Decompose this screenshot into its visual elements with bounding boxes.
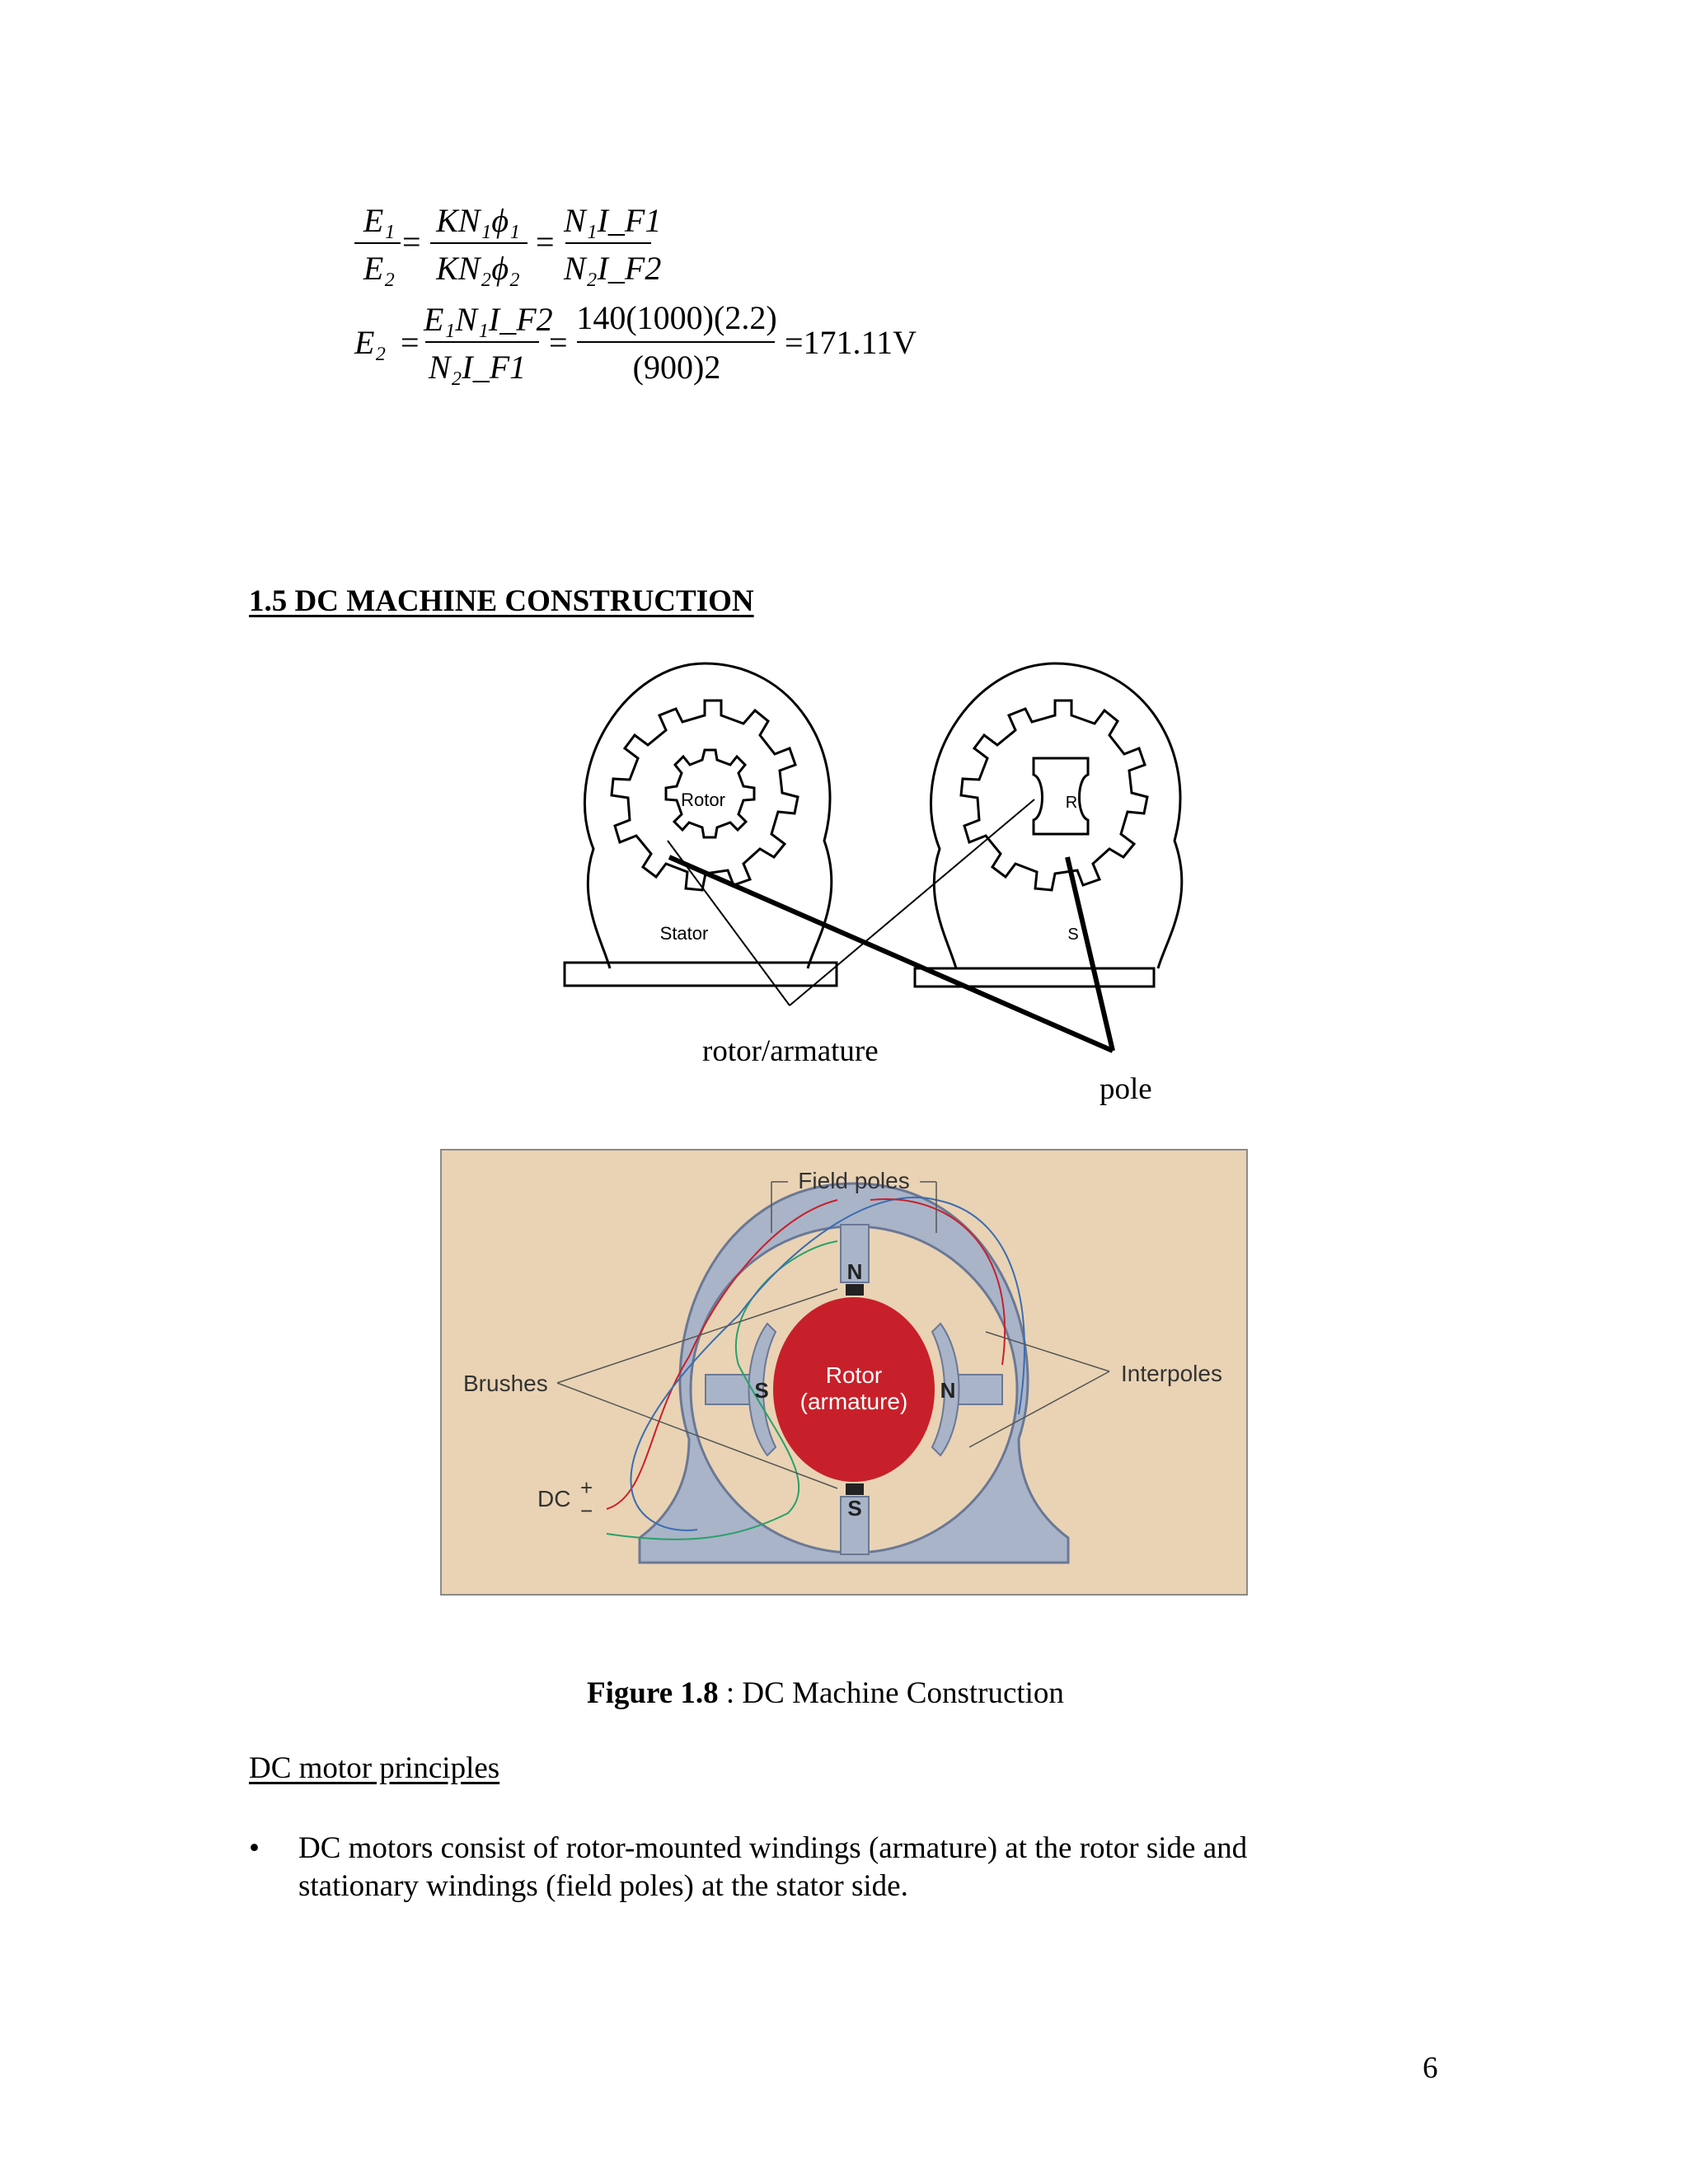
pole-callout: pole xyxy=(1100,1072,1152,1106)
figure-caption-number: Figure 1.8 xyxy=(587,1676,719,1710)
eq1-rhs-numerator: N₁I_F1 xyxy=(564,202,662,239)
rotor-label-line1: Rotor xyxy=(825,1362,883,1388)
eq1-rhs-denominator: N₂I_F2 xyxy=(564,250,662,287)
interpoles-label: Interpoles xyxy=(1121,1361,1222,1386)
eq1-fraction-bar xyxy=(354,242,401,244)
section-heading: 1.5 DC MACHINE CONSTRUCTION xyxy=(249,584,754,618)
rotor-armature-callout: rotor/armature xyxy=(702,1034,879,1068)
bullet-list xyxy=(249,1830,1452,1905)
figure-dc-motor-diagram xyxy=(440,1149,1248,1596)
bullet-icon: • xyxy=(249,1831,260,1865)
south-pole-left: S xyxy=(754,1378,769,1403)
eq2-fraction-bar xyxy=(577,341,775,343)
pole-callout-line xyxy=(669,857,1113,1051)
dc-minus: − xyxy=(580,1498,593,1523)
eq1-fraction-bar xyxy=(565,242,651,244)
north-pole-top: N xyxy=(846,1259,863,1284)
eq2-rhs-denominator: (900)2 xyxy=(632,349,721,386)
brushes-label: Brushes xyxy=(463,1371,548,1396)
rotor-label-line2: (armature) xyxy=(799,1389,908,1414)
eq1-mid-denominator: KN₂ϕ₂ xyxy=(436,250,520,287)
figure-caption xyxy=(587,1675,1064,1713)
dc-plus: + xyxy=(580,1475,593,1500)
eq2-mid-denominator: N₂I_F1 xyxy=(428,349,527,386)
subsection-title: DC motor principles xyxy=(249,1751,500,1785)
eq1-fraction-bar xyxy=(430,242,528,244)
eq2-fraction-bar xyxy=(425,341,539,343)
equals-sign: = xyxy=(401,324,420,361)
figure-caption-text: : DC Machine Construction xyxy=(718,1676,1064,1710)
dc-label: DC xyxy=(537,1486,571,1511)
s-label: S xyxy=(1067,926,1079,944)
eq2-mid-numerator: E₁N₁I_F2 xyxy=(424,301,553,338)
page-number: 6 xyxy=(1423,2051,1438,2085)
dc-motor-diagram-svg xyxy=(442,1151,1246,1594)
north-pole-right: N xyxy=(940,1378,956,1403)
right-rotor xyxy=(1034,758,1088,834)
r-label: R xyxy=(1065,794,1078,812)
rotor-label: Rotor xyxy=(681,790,725,810)
eq2-result: =171.11V xyxy=(785,324,917,361)
eq1-mid-numerator: KN₁ϕ₁ xyxy=(436,202,520,239)
right-stator-outline xyxy=(931,663,1181,968)
equals-sign: = xyxy=(536,223,555,260)
top-brush xyxy=(846,1284,864,1296)
right-stator-teeth xyxy=(961,701,1147,890)
field-poles-label: Field poles xyxy=(798,1168,910,1193)
left-base xyxy=(565,963,837,986)
equals-sign: = xyxy=(402,223,421,260)
list-item xyxy=(249,1830,1452,1905)
bullet-line-2: stationary windings (field poles) at the stator side. xyxy=(298,1869,908,1903)
bottom-brush xyxy=(846,1483,864,1495)
pole-callout-line-2 xyxy=(1067,857,1113,1051)
eq2-rhs-numerator: 140(1000)(2.2) xyxy=(576,299,777,336)
stator-label: Stator xyxy=(659,923,709,944)
bullet-line-1: DC motors consist of rotor-mounted windings (armature) at the rotor side and xyxy=(298,1831,1248,1865)
south-pole-bottom: S xyxy=(847,1496,862,1521)
eq1-lhs-denominator: E₂ xyxy=(363,250,396,287)
eq2-lhs: E₂ xyxy=(354,324,387,361)
equals-sign: = xyxy=(549,324,568,361)
eq1-lhs-numerator: E₁ xyxy=(363,202,396,239)
